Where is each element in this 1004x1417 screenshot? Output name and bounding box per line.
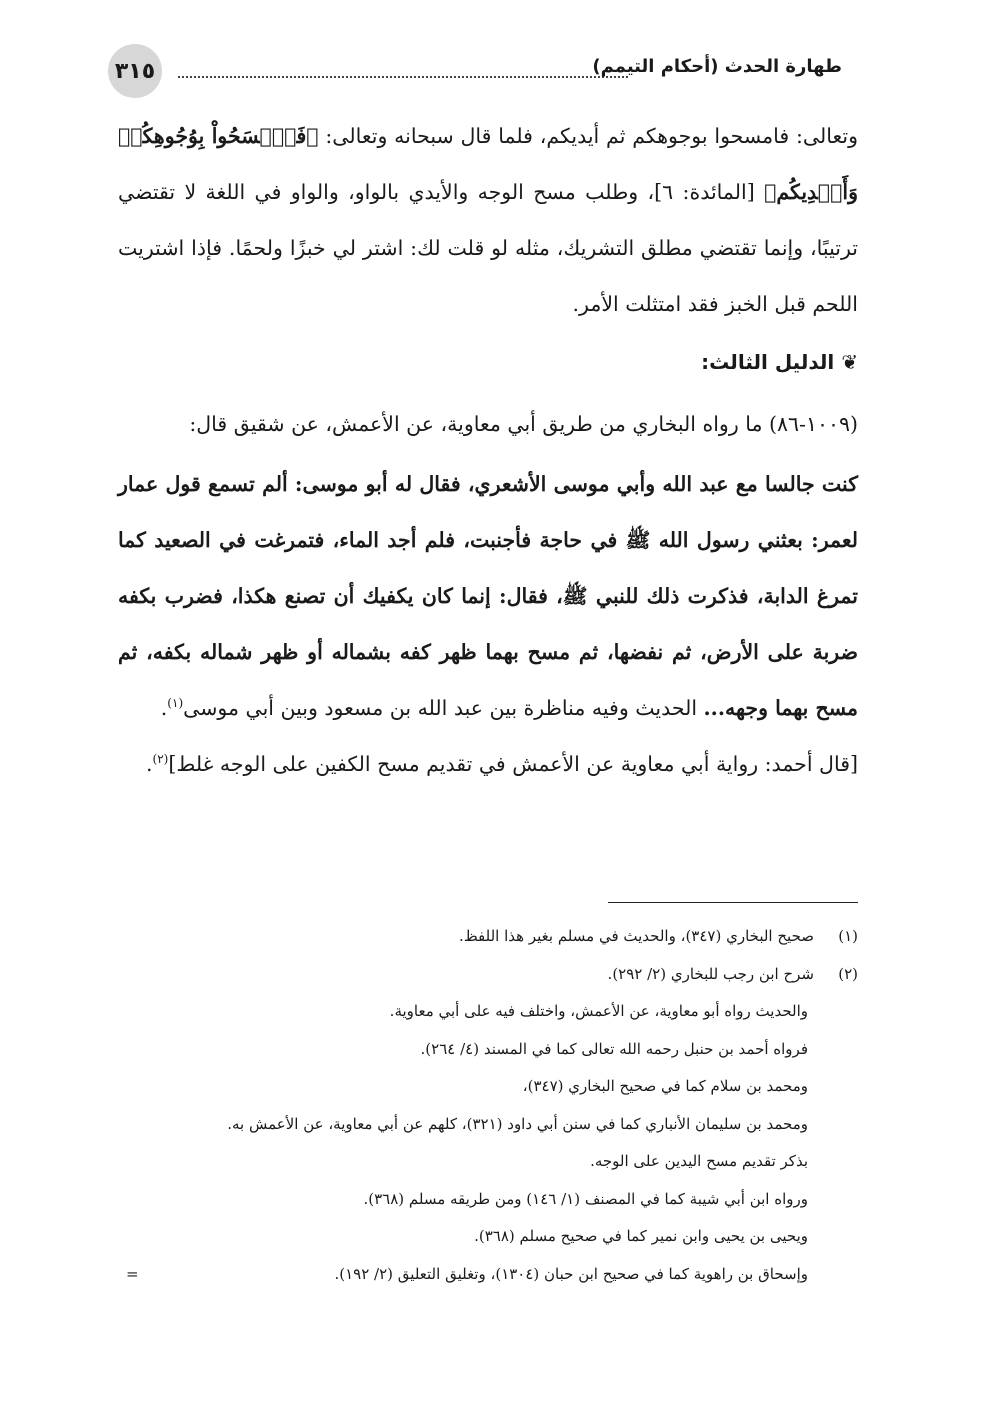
footnote-2-line: ورواه ابن أبي شيبة كما في المصنف (١/ ١٤٦) ومن طريقه مسلم (٣٦٨). xyxy=(363,1189,808,1208)
continued-marker: = xyxy=(126,1264,139,1283)
hadith-paragraph: كنت جالسا مع عبد الله وأبي موسى الأشعري، فقال له أبو موسى: ألم تسمع قول عمار لعمر: بعثني رسول الله ﷺ في حاجة فأجنبت، فلم أجد الماء، فتمرغت في الصعيد كما تمرغ الدابة، فذكرت ذلك للنبي ﷺ، فقال: إنما كان يكفيك أن تصنع هكذا، فضرب بكفه ضربة على الأرض، ثم نفضها، ثم مسح بهما ظهر كفه بشماله أو ظهر شماله بكفه، ثم مسح بهما وجهه... الحديث وفيه مناظرة بين عبد الله بن مسعود وبين أبي موسى$^{(١)}$. xyxy=(118,472,859,720)
footnote-number: (١) xyxy=(838,927,858,945)
paragraph-3: [قال أحمد: رواية أبي معاوية عن الأعمش في تقديم مسح الكفين على الوجه غلط]$^{(٢)}$. xyxy=(146,752,858,776)
footnote-2-line: ومحمد بن سلام كما في صحيح البخاري (٣٤٧)، xyxy=(522,1077,808,1095)
footnote-2-line: والحديث رواه أبو معاوية، عن الأعمش، واختلف فيه على أبي معاوية. xyxy=(389,1002,808,1020)
footnote-separator xyxy=(608,902,858,903)
footnote-2-line: فرواه أحمد بن حنبل رحمه الله تعالى كما في المسند (٤/ ٢٦٤). xyxy=(420,1039,808,1058)
footnote-text: وإسحاق بن راهوية كما في صحيح ابن حبان (١٣٠٤)، وتغليق التعليق (٢/ ١٩٢). xyxy=(334,1264,808,1283)
footnote-ref-1[interactable]: (١) xyxy=(167,696,184,711)
footnote-text: شرح ابن رجب للبخاري (٢/ ٢٩٢). xyxy=(607,964,814,983)
hadith-text: كنت جالسا مع عبد الله وأبي موسى الأشعري، فقال له أبو موسى: ألم تسمع قول عمار لعمر: بعثني رسول الله ﷺ في حاجة فأجنبت، فلم أجد الماء، فتمرغت في الصعيد كما تمرغ الدابة، فذكرت ذلك للنبي ﷺ، فقال: إنما كان يكفيك أن تصنع هكذا، فضرب بكفه ضربة على الأرض، ثم نفضها، ثم مسح بهما ظهر كفه بشماله أو ظهر شماله بكفه، ثم مسح بهما وجهه... xyxy=(118,472,859,720)
page-header xyxy=(108,44,860,100)
section-heading-icon: ❦ xyxy=(841,350,858,374)
section-heading-label: الدليل الثالث: xyxy=(701,350,835,374)
footnote-text: صحيح البخاري (٣٤٧)، والحديث في مسلم بغير هذا اللفظ. xyxy=(459,927,814,945)
main-text xyxy=(118,108,858,792)
hadith-tail: الحديث وفيه مناظرة بين عبد الله بن مسعود وبين أبي موسى xyxy=(183,696,704,720)
paragraph-3-text: [قال أحمد: رواية أبي معاوية عن الأعمش في تقديم مسح الكفين على الوجه غلط] xyxy=(168,752,858,776)
paragraph-1 xyxy=(118,108,858,332)
header-dotted-leader xyxy=(178,76,628,78)
paragraph-2: (١٠٠٩-٨٦) ما رواه البخاري من طريق أبي معاوية، عن الأعمش، عن شقيق قال: xyxy=(189,412,858,436)
footnote-1 xyxy=(118,918,858,956)
quran-verse: ﴿فَٱمۡسَحُواْ بِوُجُوهِكُمۡ وَأَيۡدِيكُم﴾ xyxy=(118,124,858,204)
section-heading xyxy=(118,334,858,390)
footnote-number: (٢) xyxy=(838,964,858,983)
footnote-2 xyxy=(118,956,858,994)
footnote-2-line: ومحمد بن سليمان الأنباري كما في سنن أبي داود (٣٢١)، كلهم عن أبي معاوية، عن الأعمش به. xyxy=(227,1114,808,1133)
footnote-ref-2[interactable]: (٢) xyxy=(152,752,169,767)
footnote-2-line: ويحيى بن يحيى وابن نمير كما في صحيح مسلم (٣٦٨). xyxy=(474,1227,808,1245)
footnotes xyxy=(118,918,858,1293)
page-number-badge: ٣١٥ xyxy=(108,44,162,98)
running-title: طهارة الحدث (أحكام التيمم) xyxy=(592,56,842,77)
footnote-2-last-line xyxy=(118,1256,858,1294)
footnote-2-line: بذكر تقديم مسح اليدين على الوجه. xyxy=(590,1152,808,1170)
paragraph-1-text-a: وتعالى: فامسحوا بوجوهكم ثم أيديكم، فلما قال سبحانه وتعالى: xyxy=(318,124,859,148)
paragraph-1-text-b: [المائدة: ٦]، وطلب مسح الوجه والأيدي بالواو، والواو في اللغة لا تقتضي ترتيبًا، وإنما تقتضي مطلق التشريك، مثله لو قلت لك: اشتر لي خبزًا ولحمًا. فإذا اشتريت اللحم قبل الخبز فقد امتثلت الأمر. xyxy=(118,180,858,316)
